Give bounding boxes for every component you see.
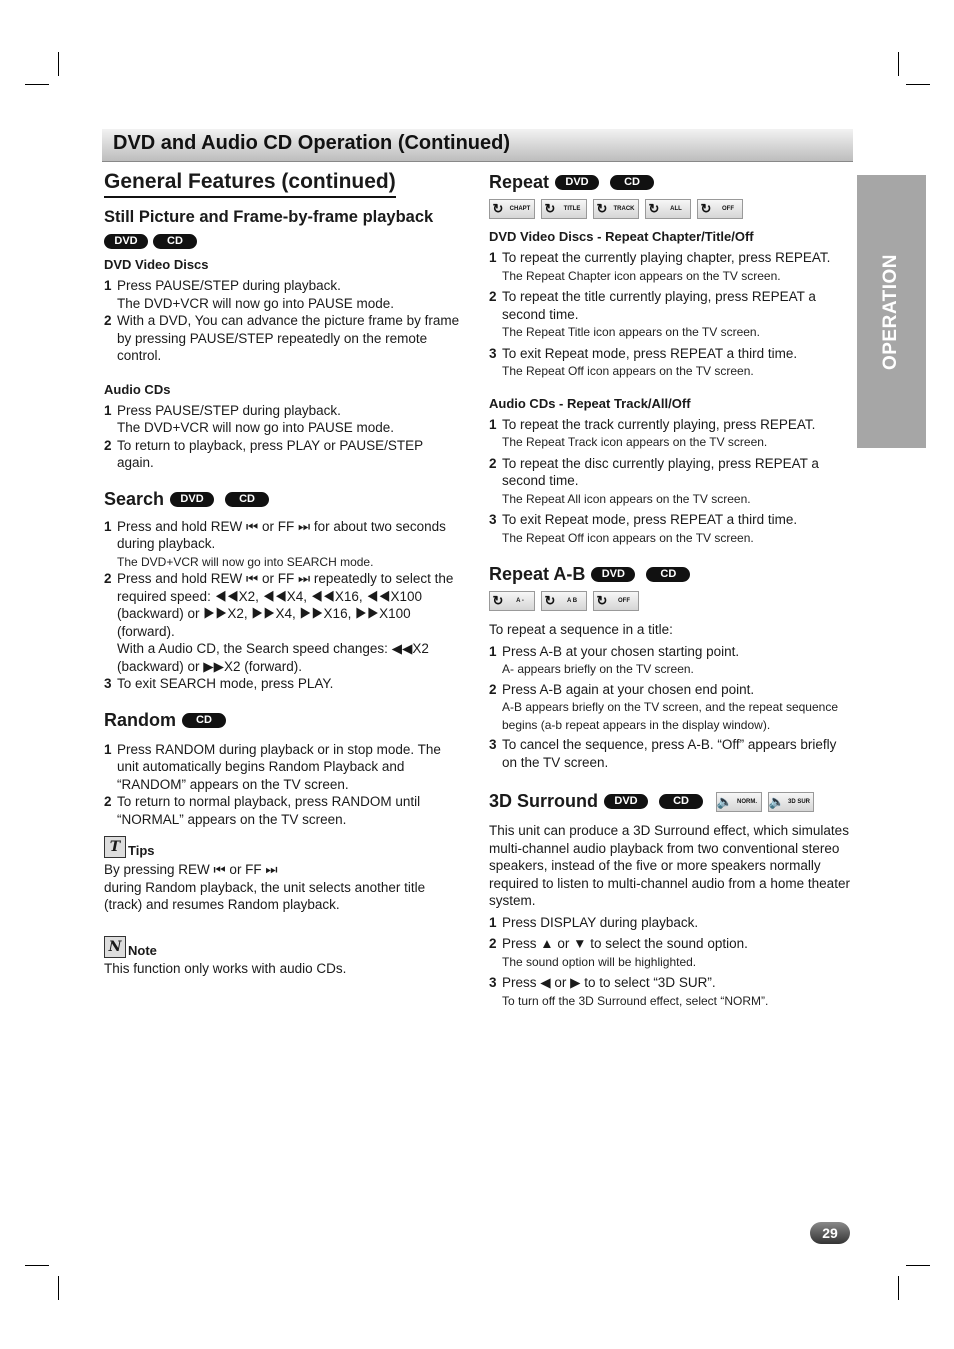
still-badges [104,233,460,251]
list-item: 3 To exit Repeat mode, press REPEAT a third time. The Repeat Off icon appears on the TV screen. [489,345,798,378]
dvd-video-heading: DVD Video Discs [104,257,209,272]
repeat-ab-icon: ↻ A B [541,591,587,611]
repeat-a-icon: ↻ A - [489,591,535,611]
list-item: 2 Press A-B again at your chosen end point. A-B appears briefly on the TV screen, and the repeat sequence begins (a-b repeat appears in the display window). [489,681,838,732]
repeat-dvd-heading: DVD Video Discs - Repeat Chapter/Title/Off [489,229,754,244]
list-item: 1 Press PAUSE/STEP during playback. The DVD+VCR will now go into PAUSE mode. [104,402,394,435]
crop-mark [898,1276,899,1300]
tips-line1: By pressing REW ⏮ or FF ⏭ [104,862,278,877]
left-column [104,170,460,977]
surround-norm-icon: 🔈 NORM. [716,792,762,812]
still-heading: Still Picture and Frame-by-frame playback [104,208,434,226]
search-heading-row [104,489,460,510]
list-item: 3 To exit SEARCH mode, press PLAY. [104,676,334,691]
right-column [489,172,853,1009]
crop-mark [58,52,59,76]
surround-3d-icon: 🔈 3D SUR [768,792,814,812]
list-item: 1 To repeat the track currently playing, press REPEAT. The Repeat Track icon appears on the TV screen. [489,416,816,449]
list-item: 1 Press DISPLAY during playback. [489,914,699,930]
header-title: DVD and Audio CD Operation (Continued) [113,132,511,154]
header-bar [102,129,853,162]
page-number: 29 [810,1222,850,1244]
note-text: This function only works with audio CDs. [104,960,347,976]
repeat-ab-osd-icons [489,591,853,611]
repeat-off-icon: ↻ OFF [697,199,743,219]
tips-line2: during Random playback, the unit selects another title (track) and resumes Random playback. [104,879,426,912]
repeat-osd-icons [489,199,853,219]
cd-badge: CD [610,175,654,190]
repeat-ab-heading-row [489,564,853,585]
list-item: 3 To cancel the sequence, press A-B. “Off” appears briefly on the TV screen. [489,737,837,770]
repeat-heading-row [489,172,853,193]
surround-heading: 3D Surround [489,791,599,811]
dvd-badge: DVD [604,794,648,809]
crop-mark [906,84,930,85]
cd-badge: CD [225,492,269,507]
repeat-ab-off-icon: ↻ OFF [593,591,639,611]
repeat-track-icon: ↻ TRACK [593,199,639,219]
note-heading: N Note [104,936,460,958]
list-item: 3 To exit Repeat mode, press REPEAT a third time. The Repeat Off icon appears on the TV screen. [489,512,798,545]
list-item: 1 Press and hold REW ⏮ or FF ⏭ for about two seconds during playback. The DVD+VCR will now go into SEARCH mode. [104,518,446,569]
dvd-badge: DVD [555,175,599,190]
side-tab-label: OPERATION [880,253,901,371]
dvd-badge: DVD [104,234,148,249]
list-item: 2 To repeat the title currently playing, press REPEAT a second time. The Repeat Title icon appears on the TV screen. [489,289,816,339]
list-item: 2 Press and hold REW ⏮ or FF ⏭ repeatedly to select the required speed: ◀◀X2, ◀◀X4, ◀◀X16, ◀◀X100 (backward) or ▶▶X2, ▶▶X4, ▶▶X16, ▶▶X100 (forward). With a Audio CD, the Search speed changes: ◀◀X2 (backward) or ▶▶X2 (forward). [104,571,454,674]
section-title: General Features (continued) [104,170,396,198]
list-item: 2 Press ▲ or ▼ to select the sound option. The sound option will be highlighted. [489,936,748,969]
crop-mark [25,1265,49,1266]
tips-heading: T Tips [104,836,460,858]
crop-mark [898,52,899,76]
list-item: 1 To repeat the currently playing chapter, press REPEAT. The Repeat Chapter icon appears on the TV screen. [489,250,831,283]
repeat-ab-heading: Repeat A-B [489,564,586,584]
surround-intro: This unit can produce a 3D Surround effect, which simulates multi-channel audio playback from two conventional stereo speakers, instead of the five or more speakers normally required to listen to multi-channel audio from a home theater system. [489,823,850,908]
cd-badge: CD [182,713,226,728]
repeat-chapter-icon: ↻ CHAPT [489,199,535,219]
list-item: 1 Press PAUSE/STEP during playback. The DVD+VCR will now go into PAUSE mode. [104,278,394,311]
repeat-title-icon: ↻ TITLE [541,199,587,219]
list-item: 2 To return to playback, press PLAY or PAUSE/STEP again. [104,437,423,470]
repeat-all-icon: ↻ ALL [645,199,691,219]
cd-badge: CD [646,567,690,582]
list-item: 1 Press A-B at your chosen starting point. A- appears briefly on the TV screen. [489,643,740,676]
cd-badge: CD [659,794,703,809]
crop-mark [906,1265,930,1266]
dvd-badge: DVD [591,567,635,582]
list-item: 1 Press RANDOM during playback or in stop mode. The unit automatically begins Random Playback and “RANDOM” appears on the TV screen. [104,741,441,792]
surround-heading-row [489,791,853,812]
list-item: 2 To return to normal playback, press RANDOM until “NORMAL” appears on the TV screen. [104,794,421,827]
dvd-badge: DVD [170,492,214,507]
repeat-cd-heading: Audio CDs - Repeat Track/All/Off [489,395,691,411]
crop-mark [25,84,49,85]
random-heading-row [104,710,460,731]
search-heading: Search [104,488,165,509]
cd-badge: CD [153,234,197,249]
crop-mark [58,1276,59,1300]
list-item: 3 Press ◀ or ▶ to to select “3D SUR”. To turn off the 3D Surround effect, select “NORM”. [489,975,769,1008]
audio-cd-heading: Audio CDs [104,381,171,397]
tips-icon: T [104,836,126,858]
repeat-heading: Repeat [489,172,550,192]
side-tab [857,175,926,448]
repeat-ab-intro: To repeat a sequence in a title: [489,622,673,637]
list-item: 2 With a DVD, You can advance the picture frame by frame by pressing PAUSE/STEP repeatedly on the remote control. [104,313,460,363]
note-icon: N [104,936,126,958]
list-item: 2 To repeat the disc currently playing, press REPEAT a second time. The Repeat All icon appears on the TV screen. [489,455,819,506]
random-heading: Random [104,709,176,730]
